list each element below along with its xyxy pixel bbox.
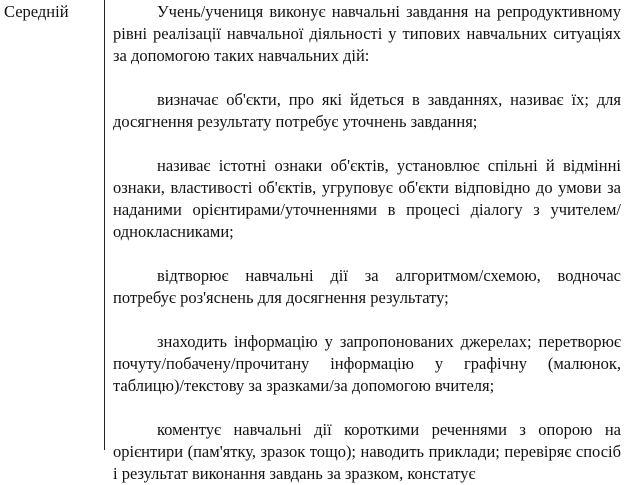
paragraph-information: знаходить інформацію у запропонованих джерелах; перетворює почуту/побачену/прочитану інформацію у графічну (малюнок, таблицю)/текстову за зразками/за допомогою вчителя; (113, 332, 621, 395)
paragraph-algorithm: відтворює навчальні дії за алгоритмом/схемою, водночас потребує роз'яснень для досягнення результату; (113, 266, 621, 307)
paragraph-intro: Учень/учениця виконує навчальні завдання на репродуктивному рівні реалізації навчальної діяльності у типових навчальних ситуаціях за допомогою таких навчальних дій: (113, 2, 621, 65)
description-cell (113, 1, 621, 485)
level-label: Середній (4, 2, 69, 21)
paragraph-identify-objects: визначає об'єкти, про які йдеться в завданнях, називає їх; для досягнення результату потребує уточнень завдання; (113, 90, 621, 131)
paragraph-comments: коментує навчальні дії короткими реченнями з опорою на орієнтири (пам'ятку, зразок тощо); наводить приклади; перевіряє спосіб і результат виконання завдань за зразком, констатує (113, 420, 621, 483)
paragraph-features: називає істотні ознаки об'єктів, установлює спільні й відмінні ознаки, властивості об'єктів, угруповує об'єкти відповідно до умови за наданими орієнтирами/уточненнями в процесі діалогу з учителем/однокласниками; (113, 156, 621, 241)
column-divider (104, 0, 105, 450)
